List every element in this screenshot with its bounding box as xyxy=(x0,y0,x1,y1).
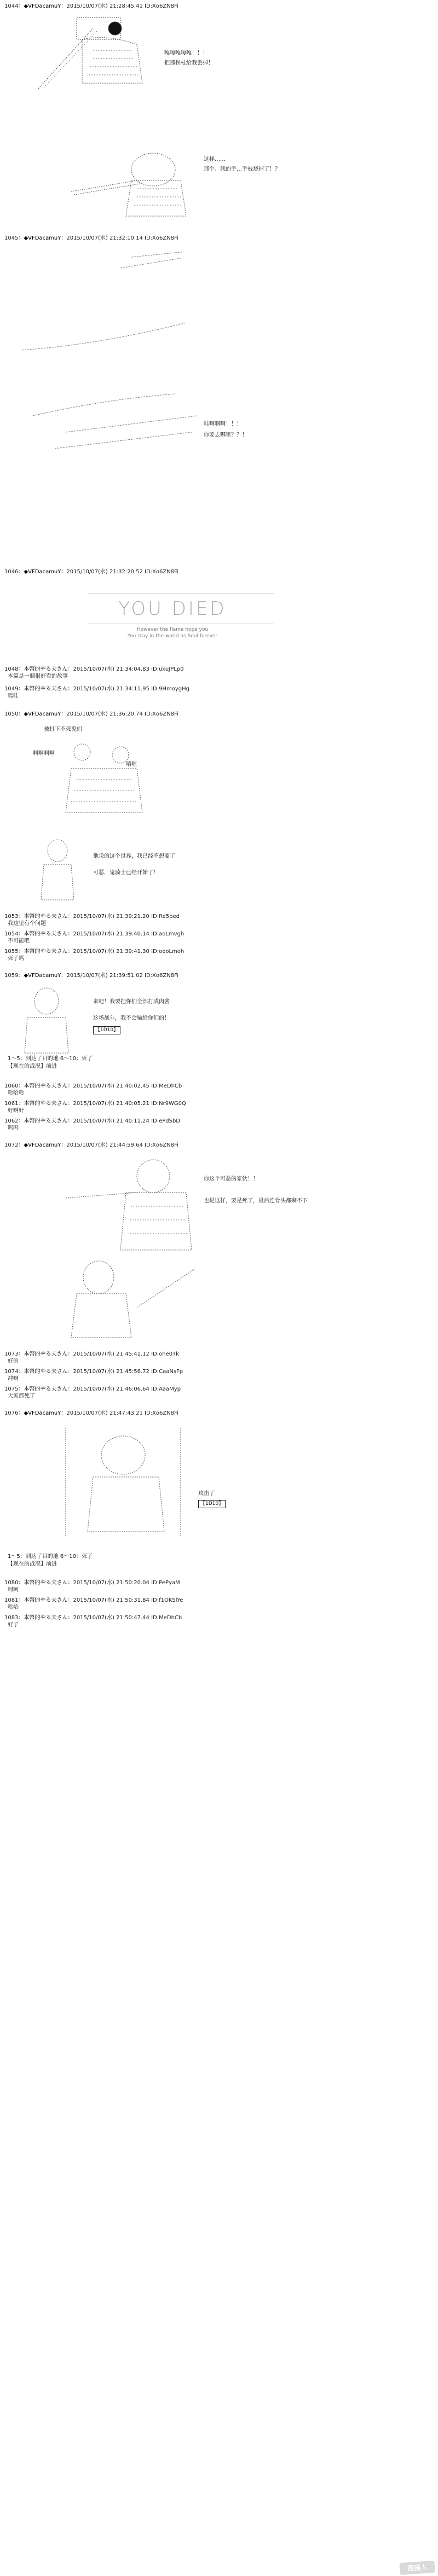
dice-box: 【1D10】 xyxy=(198,1500,226,1508)
dice-info: 1～5：到达了目的地 6～10：死了 xyxy=(8,1056,93,1062)
dialog-text: 攻击了 xyxy=(198,1491,215,1497)
dialog-text: 啊啊啊啊 xyxy=(33,751,55,757)
ascii-art-knight-aim xyxy=(66,1154,197,1253)
reply-text: 大家都死了 xyxy=(8,1393,35,1399)
ascii-art-figure xyxy=(55,1258,197,1340)
reply-text: 呵呵 xyxy=(8,1587,19,1593)
dialog-text: 你这个可恶的家伙！！ xyxy=(204,1176,258,1182)
post-header: 1050：◆VFDacamuY：2015/10/07(水) 21:36:20.74 ID:Xo6ZN8Fi xyxy=(4,711,178,717)
post-header: 1062：本幣的やる夫さん：2015/10/07(水) 21:40:11.24 ID:ePdSbD xyxy=(4,1118,181,1124)
post-header: 1054：本幣的やる夫さん：2015/10/07(水) 21:39:40.14 ID:aoLmvgh xyxy=(4,931,185,937)
dialog-text: 唷喔 xyxy=(126,761,137,767)
you-died-subtitle: However the flame hope you xyxy=(136,627,209,632)
post-header: 1074：本幣的やる夫さん：2015/10/07(水) 21:45:56.72 ID:CaaNsFp xyxy=(4,1369,183,1375)
dice-box: 【1D10】 xyxy=(93,1026,120,1034)
post-header: 1075：本幣的やる夫さん：2015/10/07(水) 21:46:06.64 ID:AaaMyp xyxy=(4,1386,181,1392)
dialog-text: 可恶，鬼骑士已经开始了！ xyxy=(93,870,159,876)
reply-text: 好了 xyxy=(8,1622,19,1628)
post-header: 1080：本幣的やる夫さん：2015/10/07(水) 21:50:20.04 ID:PePyaM xyxy=(4,1580,180,1586)
post-header: 1045：◆VFDacamuY：2015/10/07(水) 21:32:10.14 ID:Xo6ZN8Fi xyxy=(4,235,178,241)
ascii-art-crowd xyxy=(55,736,153,818)
post-header: 1073：本幣的やる夫さん：2015/10/07(水) 21:45:41.12 ID:ohe0Tk xyxy=(4,1351,179,1357)
dialog-text: 你要去哪里？？！ xyxy=(204,432,247,438)
reply-text: 死了吗 xyxy=(8,956,24,962)
dialog-text: 这样…… xyxy=(204,156,226,162)
you-died-title: YOU DIED xyxy=(118,598,227,620)
ascii-art-knight-sword xyxy=(33,12,164,94)
post-header: 1046：◆VFDacamuY：2015/10/07(水) 21:32:20.52 ID:Xo6ZN8Fi xyxy=(4,569,178,575)
dialog-text: 他说的这个世界，我已经不想要了 xyxy=(93,853,175,859)
post-header: 1055：本幣的やる夫さん：2015/10/07(水) 21:39:41.30 ID:oooLmoh xyxy=(4,949,185,955)
dialog-text: 也是这样，要是死了，最后连骨头都剩不下 xyxy=(204,1198,308,1204)
dialog-text: 来吧！我要把你们全部打成肉酱 xyxy=(93,999,170,1005)
post-header: 1049：本幣的やる夫さん：2015/10/07(水) 21:34:11.95 ID:9HmoygHg xyxy=(4,686,189,692)
reply-text: 我这里有个问题 xyxy=(8,921,46,927)
dialog-text: 嘎嘎嘎嘎嘎！！！ xyxy=(164,50,208,56)
post-header: 1081：本幣的やる夫さん：2015/10/07(水) 21:50:31.84 ID:f1OKSlYe xyxy=(4,1597,183,1603)
post-header: 1044：◆VFDacamuY：2015/10/07(水) 21:28:45.41 ID:Xo6ZN8Fi xyxy=(4,3,178,9)
dice-info: 1～5：到达了目的地 6～10：死了 xyxy=(8,1554,93,1560)
post-header: 1061：本幣的やる夫さん：2015/10/07(水) 21:40:05.21 ID:Nr9WG0Q xyxy=(4,1101,186,1107)
reply-text: 好啊好 xyxy=(8,1108,24,1114)
post-header: 1053：本幣的やる夫さん：2015/10/07(水) 21:39:21.20 ID:Re5bed xyxy=(4,914,180,920)
reply-text: 本篇是一個很好看的故事 xyxy=(8,673,68,679)
dialog-text: 这场战斗，我不会输给你们的！ xyxy=(93,1015,170,1021)
post-header: 1060：本幣的やる夫さん：2015/10/07(水) 21:40:02.45 ID:MeDhCb xyxy=(4,1083,182,1089)
reply-text: 嗚哇 xyxy=(8,693,19,699)
reply-text: 不可能吧 xyxy=(8,938,30,944)
dialog-text: 那个、我的手…手被烧掉了！？ xyxy=(204,166,280,172)
post-header: 1072：◆VFDacamuY：2015/10/07(水) 21:44:59.64 ID:Xo6ZN8Fi xyxy=(4,1142,178,1148)
reply-text: 呜呜 xyxy=(8,1125,19,1131)
dialog-text: 哇啊啊啊！！！ xyxy=(204,421,242,427)
ascii-art-battle xyxy=(55,1422,192,1543)
dialog-text: 被打下不死鬼们 xyxy=(44,726,82,732)
ascii-art-person xyxy=(33,837,82,903)
reply-text: 好的 xyxy=(8,1358,19,1364)
post-header: 1076：◆VFDacamuY：2015/10/07(水) 21:47:43.21 ID:Xo6ZN8Fi xyxy=(4,1410,178,1416)
dialog-text: 把那拐杖给我丢掉！ xyxy=(164,60,214,66)
reply-text: 冲啊 xyxy=(8,1376,19,1382)
ascii-art-person xyxy=(16,985,77,1056)
post-header: 1059：◆VFDacamuY：2015/10/07(水) 21:39:51.02 ID:Xo6ZN8Fi xyxy=(4,973,178,979)
you-died-subtitle: You stay in the world as Soul forever xyxy=(127,633,218,639)
post-header: 1048：本幣的やる夫さん：2015/10/07(水) 21:34:04.83 ID:ukuJPLp0 xyxy=(4,666,184,672)
dice-info: 【现在的战况】前进 xyxy=(8,1561,57,1567)
post-header: 1083：本幣的やる夫さん：2015/10/07(水) 21:50:47.44 ID:MeDhCb xyxy=(4,1615,182,1621)
site-watermark: 漫画人 xyxy=(399,2561,435,2575)
reply-text: 哈哈哈 xyxy=(8,1090,24,1096)
ascii-art-figure-sword xyxy=(71,148,192,219)
ascii-art-slash-lines xyxy=(22,252,197,470)
dice-info: 【现在的战况】前进 xyxy=(8,1063,57,1069)
reply-text: 哈哈 xyxy=(8,1604,19,1610)
